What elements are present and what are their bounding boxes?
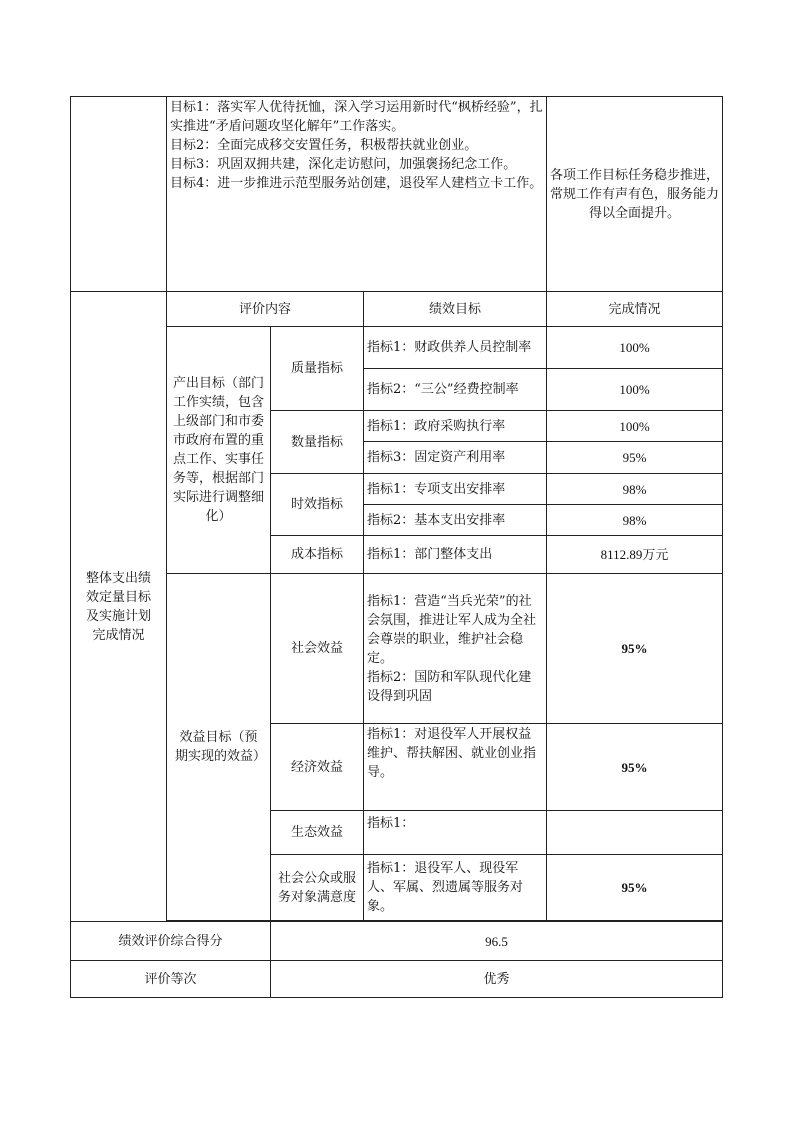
goal-3: 目标3：巩固双拥共建，深化走访慰问，加强褒扬纪念工作。 bbox=[170, 157, 517, 172]
quantity-indicator-label: 数量指标 bbox=[271, 411, 364, 474]
quality-indicator-label: 质量指标 bbox=[271, 327, 364, 411]
ecological-benefit-value bbox=[547, 811, 723, 855]
time-indicator-1-value: 98% bbox=[547, 474, 723, 505]
quality-indicator-1-value: 100% bbox=[547, 327, 723, 369]
quantity-indicator-1-value: 100% bbox=[547, 411, 723, 442]
cost-indicator-1-value: 8112.89万元 bbox=[547, 536, 723, 574]
quantity-indicator-2-value: 95% bbox=[547, 442, 723, 474]
quantity-indicator-2: 指标3：固定资产利用率 bbox=[364, 442, 547, 474]
output-target-label: 产出目标（部门工作实绩，包含上级部门和市委市政府布置的重点工作、实事任务等，根据部门实际进行调整细化） bbox=[167, 327, 271, 574]
goal-4: 目标4：进一步推进示范型服务站创建，退役军人建档立卡工作。 bbox=[170, 176, 543, 191]
score-label: 绩效评价综合得分 bbox=[71, 922, 271, 961]
satisfaction-text: 指标1：退役军人、现役军人、军属、烈遗属等服务对象。 bbox=[364, 855, 547, 921]
top-row-empty-cell bbox=[71, 97, 167, 292]
economic-benefit-text: 指标1：对退役军人开展权益维护、帮扶解困、就业创业指导。 bbox=[364, 724, 547, 811]
header-target: 绩效目标 bbox=[364, 292, 547, 327]
goal-1: 目标1：落实军人优待抚恤，深入学习运用新时代“枫桥经验”，扎实推进“矛盾问题攻坚化解年”工作落实。 bbox=[170, 100, 543, 134]
economic-benefit-label: 经济效益 bbox=[271, 724, 364, 811]
time-indicator-1: 指标1：专项支出安排率 bbox=[364, 474, 547, 505]
cost-indicator-label: 成本指标 bbox=[271, 536, 364, 574]
social-benefit-indicator-1: 指标1：营造“当兵光荣”的社会氛围，推进让军人成为全社会尊崇的职业，维护社会稳定。 bbox=[367, 593, 537, 666]
economic-benefit-value: 95% bbox=[547, 724, 723, 811]
satisfaction-label: 社会公众或服务对象满意度 bbox=[271, 855, 364, 921]
grade-label: 评价等次 bbox=[71, 961, 271, 998]
satisfaction-value: 95% bbox=[547, 855, 723, 921]
score-value: 96.5 bbox=[271, 922, 723, 961]
time-indicator-2-value: 98% bbox=[547, 505, 723, 536]
cost-indicator-1: 指标1：部门整体支出 bbox=[364, 536, 547, 574]
grade-value: 优秀 bbox=[271, 961, 723, 998]
quantity-indicator-1: 指标1：政府采购执行率 bbox=[364, 411, 547, 442]
quality-indicator-2-value: 100% bbox=[547, 369, 723, 411]
benefit-target-label: 效益目标（预期实现的效益） bbox=[167, 574, 271, 921]
performance-evaluation-table bbox=[70, 96, 723, 998]
section-label: 整体支出绩效定量目标及实施计划完成情况 bbox=[71, 292, 167, 922]
quality-indicator-1: 指标1：财政供养人员控制率 bbox=[364, 327, 547, 369]
social-benefit-indicator-2: 指标2：国防和军队现代化建设得到巩固 bbox=[367, 669, 532, 704]
ecological-benefit-text: 指标1： bbox=[364, 811, 547, 855]
overall-result: 各项工作目标任务稳步推进，常规工作有声有色，服务能力得以全面提升。 bbox=[547, 97, 723, 292]
header-completion: 完成情况 bbox=[547, 292, 723, 327]
quality-indicator-2: 指标2：“三公”经费控制率 bbox=[364, 369, 547, 411]
goal-2: 目标2：全面完成移交安置任务，积极帮扶就业创业。 bbox=[170, 138, 478, 153]
social-benefit-value: 95% bbox=[547, 574, 723, 724]
time-indicator-2: 指标2：基本支出安排率 bbox=[364, 505, 547, 536]
goals-cell bbox=[167, 97, 547, 292]
header-content: 评价内容 bbox=[167, 292, 364, 327]
time-indicator-label: 时效指标 bbox=[271, 474, 364, 536]
social-benefit-label: 社会效益 bbox=[271, 574, 364, 724]
ecological-benefit-label: 生态效益 bbox=[271, 811, 364, 855]
social-benefit-text bbox=[364, 574, 547, 724]
